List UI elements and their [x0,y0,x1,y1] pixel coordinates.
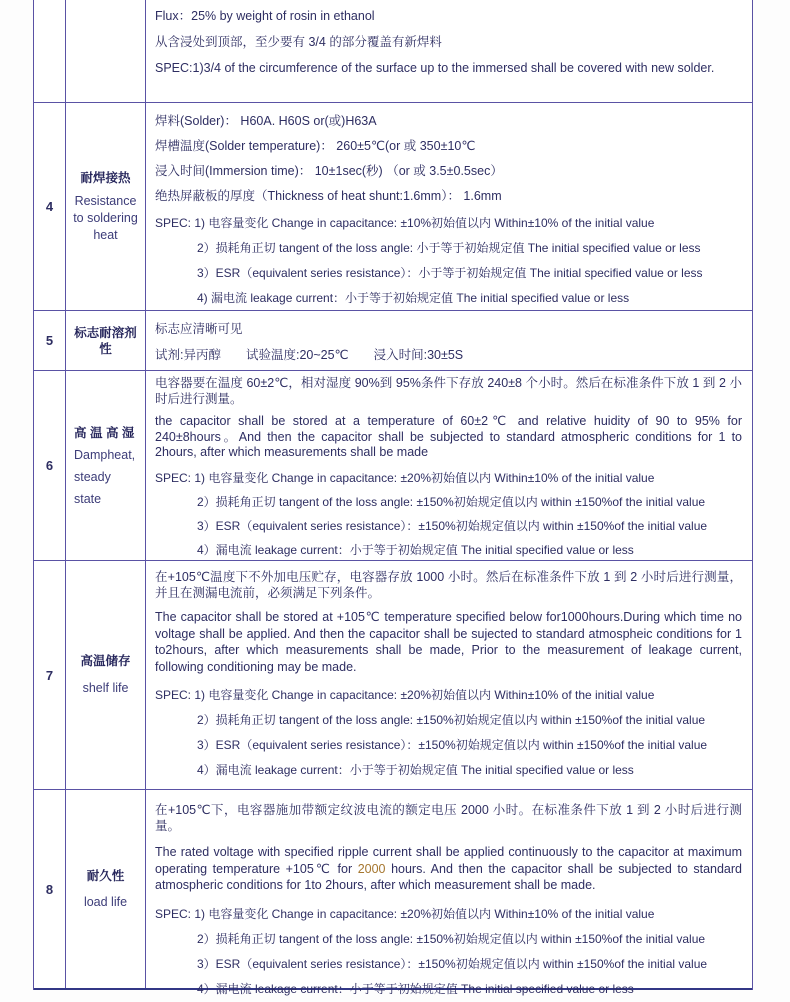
test-item-cell [66,790,146,988]
test-item-cn: 高 温 高 湿 [74,425,135,440]
row-number: 5 [45,333,54,348]
test-item-en: state [74,491,102,506]
content-line: SPEC:1)3/4 of the circumference of the surface up to the immersed shall be covered with new solder. [155,61,715,75]
content-cell [146,790,752,996]
row-number: 6 [45,458,54,473]
content-cell [146,561,752,789]
spec-line: 3）ESR（equivalent series resistance）：±150%初始规定值以内 within ±150%of the initial value [197,738,708,752]
test-item-cn: 标志耐溶剂 [74,325,137,340]
spec-block [155,466,742,562]
procedure-paragraph-cn: 在+105℃温度下不外加电压贮存，电容器存放 1000 小时。然后在标准条件下放 1 到 2 小时后进行测量，并且在测漏电流前，必须满足下列条件。 [155,570,742,600]
table-row [34,311,752,371]
test-item-cn: 耐焊接热 [80,170,131,185]
paragraph-segment: The rated voltage with specified ripple current shall be applied continuously to the capacitor at maximum operating temperature +105℃ for [155,845,742,876]
procedure-paragraph-cn: 在+105℃下，电容器施加带额定纹波电流的额定电压 2000 小时。在标准条件下放 1 到 2 小时后进行测量。 [155,803,742,833]
test-item-cn: 耐久性 [86,868,125,883]
test-item-en: load life [83,894,128,909]
test-item-cn: 性 [99,341,112,356]
spec-block [155,902,742,1002]
procedure-paragraph-en [155,844,742,894]
content-line: 绝热屏蔽板的厚度（Thickness of heat shunt:1.6mm）： 1.6mm [155,189,502,203]
content-cell [146,371,752,560]
row-number-cell [34,790,66,988]
spec-block [155,211,742,311]
content-cell [146,311,752,370]
row-number: 7 [45,667,54,683]
content-line: 焊料(Solder)： H60A. H60S or(或)H63A [155,114,377,128]
test-item-cell [66,311,146,370]
row-number-cell [34,561,66,789]
test-item-cell [66,561,146,789]
test-item-cell [66,0,146,102]
content-line: 浸入时间(Immersion time)： 10±1sec(秒) （or 或 3.5±0.5sec） [155,164,503,178]
row-number: 4 [45,199,54,214]
table-row [34,561,752,790]
spec-line: 3）ESR（equivalent series resistance）：±150%初始规定值以内 within ±150%of the initial value [197,518,708,533]
spec-line: 2）损耗角正切 tangent of the loss angle: 小于等于初始规定值 The initial specified value or less [197,241,701,255]
spec-line: 2）损耗角正切 tangent of the loss angle: ±150%初始规定值以内 within ±150%of the initial value [197,931,706,946]
test-item-cell [66,103,146,310]
spec-line: 3）ESR（equivalent series resistance）：小于等于初始规定值 The initial specified value or less [197,266,703,280]
test-item-en: steady [74,469,111,484]
procedure-paragraph-en: The capacitor shall be stored at +105℃ temperature specified below for1000hours.During which time no voltage shall be applied. And then the capacitor shall be sujected to standard atmospheic conditions for 1 to2hours, after which measurements shall be made, Prior to the measurement of leakage current, following conditioning may be made. [155,610,742,674]
table-row [34,371,752,561]
row-number-cell [34,0,66,102]
content-line: Flux：25% by weight of rosin in ethanol [155,9,375,23]
spec-line: SPEC: 1) 电容量变化 Change in capacitance: ±20%初始值以内 Within±10% of the initial value [155,906,655,921]
spec-line: SPEC: 1) 电容量变化 Change in capacitance: ±20%初始值以内 Within±10% of the initial value [155,688,655,702]
procedure-paragraph-cn: 电容器要在温度 60±2℃，相对湿度 90%到 95%条件下存放 240±8 个小时。然后在标准条件下放 1 到 2 小时后进行测量。 [155,376,742,406]
paragraph-segment: hours. And then the capacitor shall be subjected to standard atmospheric conditions for 1to 2hours, after which measurement shall be made. [155,861,742,892]
test-item-cell [66,371,146,560]
spec-line: 3）ESR（equivalent series resistance）：±150%初始规定值以内 within ±150%of the initial value [197,956,708,971]
content-line: 试剂:异丙醇 试验温度:20~25℃ 浸入时间:30±5S [155,348,464,362]
spec-table [33,0,753,996]
spec-block [155,683,742,783]
content-cell [146,0,752,102]
table-row [34,103,752,311]
procedure-paragraph-en: the capacitor shall be stored at a temperature of 60±2℃ and relative huidity of 90 to 95% for 240±8hours。And then the capacitor shall be subjected to standard atmospheric conditions for 1 to 2hours, after which measurements shall be made [155,414,742,459]
spec-line: 4）漏电流 leakage current：小于等于初始规定值 The initial specified value or less [197,981,634,996]
spec-line: 2）损耗角正切 tangent of the loss angle: ±150%初始规定值以内 within ±150%of the initial value [197,494,706,509]
table-row [34,790,752,996]
spec-line: SPEC: 1) 电容量变化 Change in capacitance: ±10%初始值以内 Within±10% of the initial value [155,216,655,230]
test-item-en: shelf life [82,681,129,695]
content-line: 焊槽温度(Solder temperature)： 260±5℃(or 或 350±10℃ [155,139,476,153]
test-item-en: Resistance to soldering heat [73,193,138,242]
test-item-en: Dampheat, [74,447,136,462]
spec-line: 4）漏电流 leakage current：小于等于初始规定值 The initial specified value or less [197,542,634,557]
test-item-cn: 高温储存 [80,654,131,668]
row-number-cell [34,311,66,370]
row-number-cell [34,371,66,560]
spec-line: 2）损耗角正切 tangent of the loss angle: ±150%初始规定值以内 within ±150%of the initial value [197,713,706,727]
spec-line: 4）漏电流 leakage current：小于等于初始规定值 The initial specified value or less [197,763,634,777]
row-number-cell [34,103,66,310]
content-cell [146,103,752,310]
row-number: 8 [45,881,54,897]
spec-line: SPEC: 1) 电容量变化 Change in capacitance: ±20%初始值以内 Within±10% of the initial value [155,470,655,485]
content-line: 标志应清晰可见 [155,322,243,336]
table-row [34,0,752,103]
spec-line: 4) 漏电流 leakage current：小于等于初始规定值 The initial specified value or less [197,291,630,305]
highlight-value: 2000 [357,861,386,876]
content-line: 从含浸处到顶部，至少要有 3/4 的部分覆盖有新焊料 [155,35,442,49]
